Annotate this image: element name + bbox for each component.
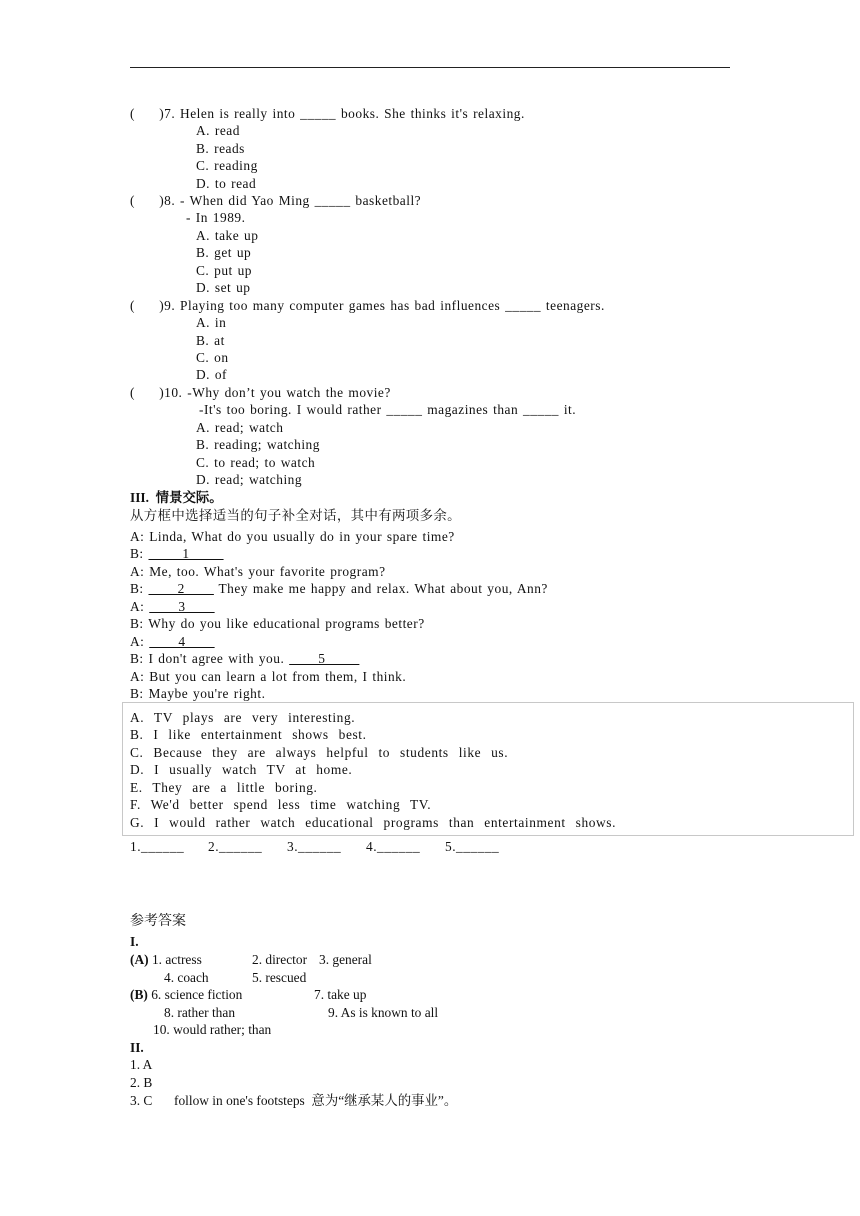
box-option-c: C. Because they are always helpful to students like us. (130, 745, 509, 760)
q10-response: -It's too boring. I would rather _____ magazines than _____ it. (199, 402, 577, 417)
q8-option-c: C. put up (196, 263, 252, 278)
q9-option-a: A. in (196, 315, 227, 330)
dialogue-line-4: B: 2 They make me happy and relax. What about you, Ann? (130, 581, 548, 596)
box-option-a: A. TV plays are very interesting. (130, 710, 356, 725)
q8-option-d: D. set up (196, 280, 251, 295)
q8-option-b: B. get up (196, 245, 252, 260)
question-9-stem: ( )9. Playing too many computer games has bad influences _____ teenagers. (130, 298, 605, 313)
q10-option-b: B. reading; watching (196, 437, 320, 452)
answers-heading: 参考答案 (130, 914, 186, 929)
answer-slot-1: 1.______ (130, 839, 185, 854)
answer-b-8: 8. rather than (164, 1005, 236, 1020)
dialogue-blank-2: 2 (148, 581, 214, 596)
answer-a-4: 4. coach (164, 970, 209, 985)
answer-b-9: 9. As is known to all (328, 1005, 439, 1020)
dialogue-line-8: B: I don't agree with you. 5 (130, 651, 360, 666)
dialogue-line-2: B: 1 (130, 546, 224, 561)
box-option-e: E. They are a little boring. (130, 780, 318, 795)
dialogue-line-3: A: Me, too. What's your favorite program? (130, 564, 386, 579)
answer-a-5: 5. rescued (252, 970, 307, 985)
section-3-instruction: 从方框中选择适当的句子补全对话，其中有两项多余。 (130, 508, 461, 523)
answer-ii-3-note: follow in one's footsteps 意为“继承某人的事业”。 (174, 1093, 458, 1108)
dialogue-line-1: A: Linda, What do you usually do in your spare time? (130, 529, 455, 544)
answer-slot-4: 4.______ (366, 839, 421, 854)
box-option-g: G. I would rather watch educational programs than entertainment shows. (130, 815, 617, 830)
answers-b-line-1: (B) 6. science fiction (130, 987, 243, 1002)
section-3-title: III. 情景交际。 (130, 490, 223, 505)
answer-ii-2: 2. B (130, 1075, 153, 1090)
answers-section-2: II. (130, 1040, 144, 1055)
question-10-stem: ( )10. -Why don’t you watch the movie? (130, 385, 391, 400)
header-rule (130, 67, 730, 68)
q7-option-b: B. reads (196, 141, 245, 156)
dialogue-line-7: A: 4 (130, 634, 215, 649)
q7-option-d: D. to read (196, 176, 257, 191)
dialogue-line-6: B: Why do you like educational programs better? (130, 616, 425, 631)
question-8-stem: ( )8. - When did Yao Ming _____ basketball? (130, 193, 422, 208)
answers-section-1: I. (130, 934, 139, 949)
answer-b-10: 10. would rather; than (153, 1022, 272, 1037)
box-option-d: D. I usually watch TV at home. (130, 762, 353, 777)
answer-a-3: 3. general (319, 952, 372, 967)
question-7-stem: ( )7. Helen is really into _____ books. She thinks it's relaxing. (130, 106, 525, 121)
answer-slot-5: 5.______ (445, 839, 500, 854)
q9-option-d: D. of (196, 367, 228, 382)
answer-a-2: 2. director (252, 952, 308, 967)
q8-option-a: A. take up (196, 228, 259, 243)
box-option-b: B. I like entertainment shows best. (130, 727, 367, 742)
dialogue-line-10: B: Maybe you're right. (130, 686, 266, 701)
q9-option-c: C. on (196, 350, 229, 365)
dialogue-blank-3: 3 (149, 599, 215, 614)
q9-option-b: B. at (196, 333, 225, 348)
answer-b-7: 7. take up (314, 987, 367, 1002)
answer-ii-1: 1. A (130, 1057, 153, 1072)
answers-a-line-1: (A) 1. actress (130, 952, 202, 967)
q10-option-d: D. read; watching (196, 472, 303, 487)
dialogue-line-5: A: 3 (130, 599, 215, 614)
answer-ii-3: 3. C (130, 1093, 153, 1108)
answer-slot-2: 2.______ (208, 839, 263, 854)
q10-option-a: A. read; watch (196, 420, 284, 435)
answer-slot-3: 3.______ (287, 839, 342, 854)
dialogue-blank-1: 1 (148, 546, 224, 561)
dialogue-blank-4: 4 (149, 634, 215, 649)
q8-response: - In 1989. (186, 210, 246, 225)
q7-option-a: A. read (196, 123, 240, 138)
dialogue-blank-5: 5 (289, 651, 360, 666)
q7-option-c: C. reading (196, 158, 258, 173)
box-option-f: F. We'd better spend less time watching TV. (130, 797, 432, 812)
q10-option-c: C. to read; to watch (196, 455, 316, 470)
dialogue-line-9: A: But you can learn a lot from them, I think. (130, 669, 407, 684)
